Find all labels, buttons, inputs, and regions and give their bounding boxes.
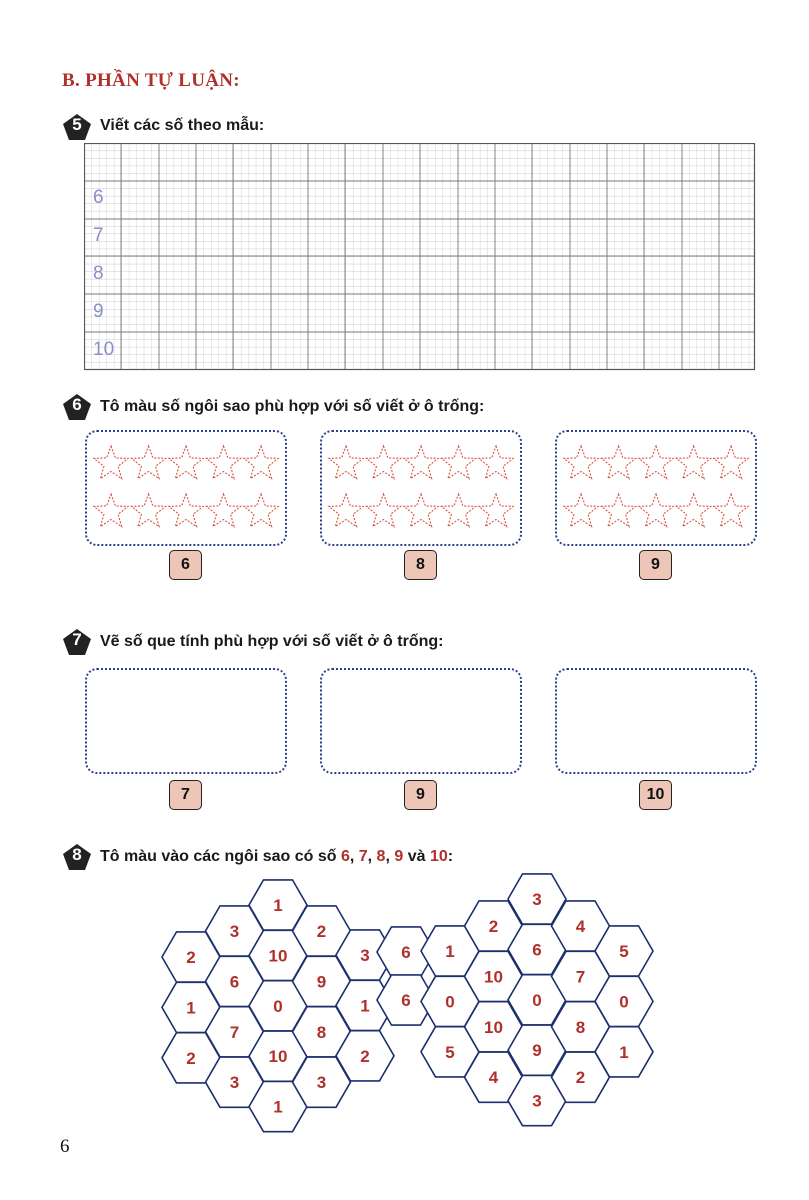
star-outline[interactable] <box>676 494 710 527</box>
star-outline[interactable] <box>244 446 278 479</box>
svg-text:0: 0 <box>619 992 629 1012</box>
sample-number: 7 <box>93 225 104 246</box>
svg-text:8: 8 <box>575 1017 586 1037</box>
star-outline[interactable] <box>206 446 240 479</box>
svg-text:8: 8 <box>316 1022 327 1042</box>
star-count-label: 6 <box>169 550 202 580</box>
star-group-box <box>320 430 522 546</box>
stick-count-label: 7 <box>169 780 202 810</box>
star-outline[interactable] <box>131 446 165 479</box>
star-outline[interactable] <box>564 446 598 479</box>
svg-text:10: 10 <box>484 967 503 987</box>
writing-grid <box>84 143 756 372</box>
exercise-instruction: Vẽ số que tính phù hợp với số viết ở ô trống: <box>100 633 444 650</box>
star-outline[interactable] <box>639 494 673 527</box>
star-count-label: 8 <box>404 550 437 580</box>
star-outline[interactable] <box>244 494 278 527</box>
star-outline[interactable] <box>169 446 203 479</box>
exercise-number-badge: 6 <box>62 393 92 421</box>
svg-text:1: 1 <box>273 896 283 915</box>
svg-text:4: 4 <box>488 1068 499 1088</box>
svg-text:2: 2 <box>186 1048 196 1068</box>
exercise-instruction: Tô màu số ngôi sao phù hợp với số viết ở ô trống: <box>100 398 485 415</box>
star-outline[interactable] <box>404 446 438 479</box>
svg-text:5: 5 <box>445 1042 455 1062</box>
page-number: 6 <box>60 1136 70 1157</box>
svg-text:10: 10 <box>268 946 288 966</box>
hexagon-puzzle[interactable] <box>0 870 809 1140</box>
star-outline[interactable] <box>94 494 128 527</box>
star-group-box <box>85 430 287 546</box>
sample-number: 10 <box>93 339 115 360</box>
star-outline[interactable] <box>676 446 710 479</box>
stick-count-label: 10 <box>639 780 672 810</box>
svg-text:9: 9 <box>532 1041 542 1061</box>
svg-text:1: 1 <box>445 942 455 961</box>
svg-text:2: 2 <box>488 917 499 936</box>
svg-text:10: 10 <box>484 1017 503 1037</box>
svg-text:6: 6 <box>401 991 411 1010</box>
drawing-box[interactable] <box>555 668 757 774</box>
svg-text:6: 6 <box>532 940 542 960</box>
star-outline[interactable] <box>366 494 400 527</box>
sample-number: 6 <box>93 187 104 208</box>
svg-text:0: 0 <box>273 996 283 1016</box>
exercise-number-badge: 5 <box>62 113 92 141</box>
star-outline[interactable] <box>441 446 475 479</box>
star-outline[interactable] <box>404 494 438 527</box>
svg-text:7: 7 <box>229 1022 240 1042</box>
svg-text:0: 0 <box>445 992 455 1012</box>
svg-text:9: 9 <box>316 972 327 992</box>
star-outline[interactable] <box>564 494 598 527</box>
svg-text:6: 6 <box>401 943 411 962</box>
sample-number: 9 <box>93 301 104 322</box>
star-outline[interactable] <box>714 446 748 479</box>
svg-text:3: 3 <box>532 1091 542 1111</box>
svg-text:2: 2 <box>575 1068 586 1088</box>
star-outline[interactable] <box>714 494 748 527</box>
star-outline[interactable] <box>366 446 400 479</box>
svg-text:3: 3 <box>360 946 370 965</box>
svg-text:1: 1 <box>273 1097 283 1117</box>
star-outline[interactable] <box>169 494 203 527</box>
section-title: B. PHẦN TỰ LUẬN: <box>62 70 240 91</box>
star-outline[interactable] <box>131 494 165 527</box>
svg-text:10: 10 <box>268 1047 288 1067</box>
svg-text:1: 1 <box>619 1042 629 1062</box>
star-outline[interactable] <box>601 446 635 479</box>
exercise-instruction: Tô màu vào các ngôi sao có số 6, 7, 8, 9 và 10: <box>100 848 454 865</box>
star-count-label: 9 <box>639 550 672 580</box>
drawing-box[interactable] <box>320 668 522 774</box>
svg-text:2: 2 <box>186 948 196 967</box>
stick-count-label: 9 <box>404 780 437 810</box>
exercise-instruction: Viết các số theo mẫu: <box>100 117 265 134</box>
svg-text:4: 4 <box>575 917 586 936</box>
exercise-number-badge: 7 <box>62 628 92 656</box>
svg-text:3: 3 <box>229 922 240 941</box>
star-outline[interactable] <box>441 494 475 527</box>
svg-text:1: 1 <box>186 998 196 1018</box>
svg-text:2: 2 <box>360 1046 370 1066</box>
exercise-number-badge: 8 <box>62 843 92 871</box>
star-outline[interactable] <box>94 446 128 479</box>
svg-text:1: 1 <box>360 996 370 1016</box>
star-group-box <box>555 430 757 546</box>
star-outline[interactable] <box>601 494 635 527</box>
star-outline[interactable] <box>479 494 513 527</box>
star-outline[interactable] <box>329 446 363 479</box>
star-outline[interactable] <box>639 446 673 479</box>
svg-text:3: 3 <box>532 890 542 909</box>
svg-text:7: 7 <box>575 967 586 987</box>
star-outline[interactable] <box>329 494 363 527</box>
svg-text:3: 3 <box>316 1073 327 1093</box>
sample-number: 8 <box>93 263 104 284</box>
svg-text:5: 5 <box>619 942 629 961</box>
svg-text:3: 3 <box>229 1073 240 1093</box>
svg-text:6: 6 <box>229 972 240 992</box>
star-outline[interactable] <box>206 494 240 527</box>
drawing-box[interactable] <box>85 668 287 774</box>
svg-text:0: 0 <box>532 990 542 1010</box>
svg-text:2: 2 <box>316 922 327 941</box>
star-outline[interactable] <box>479 446 513 479</box>
